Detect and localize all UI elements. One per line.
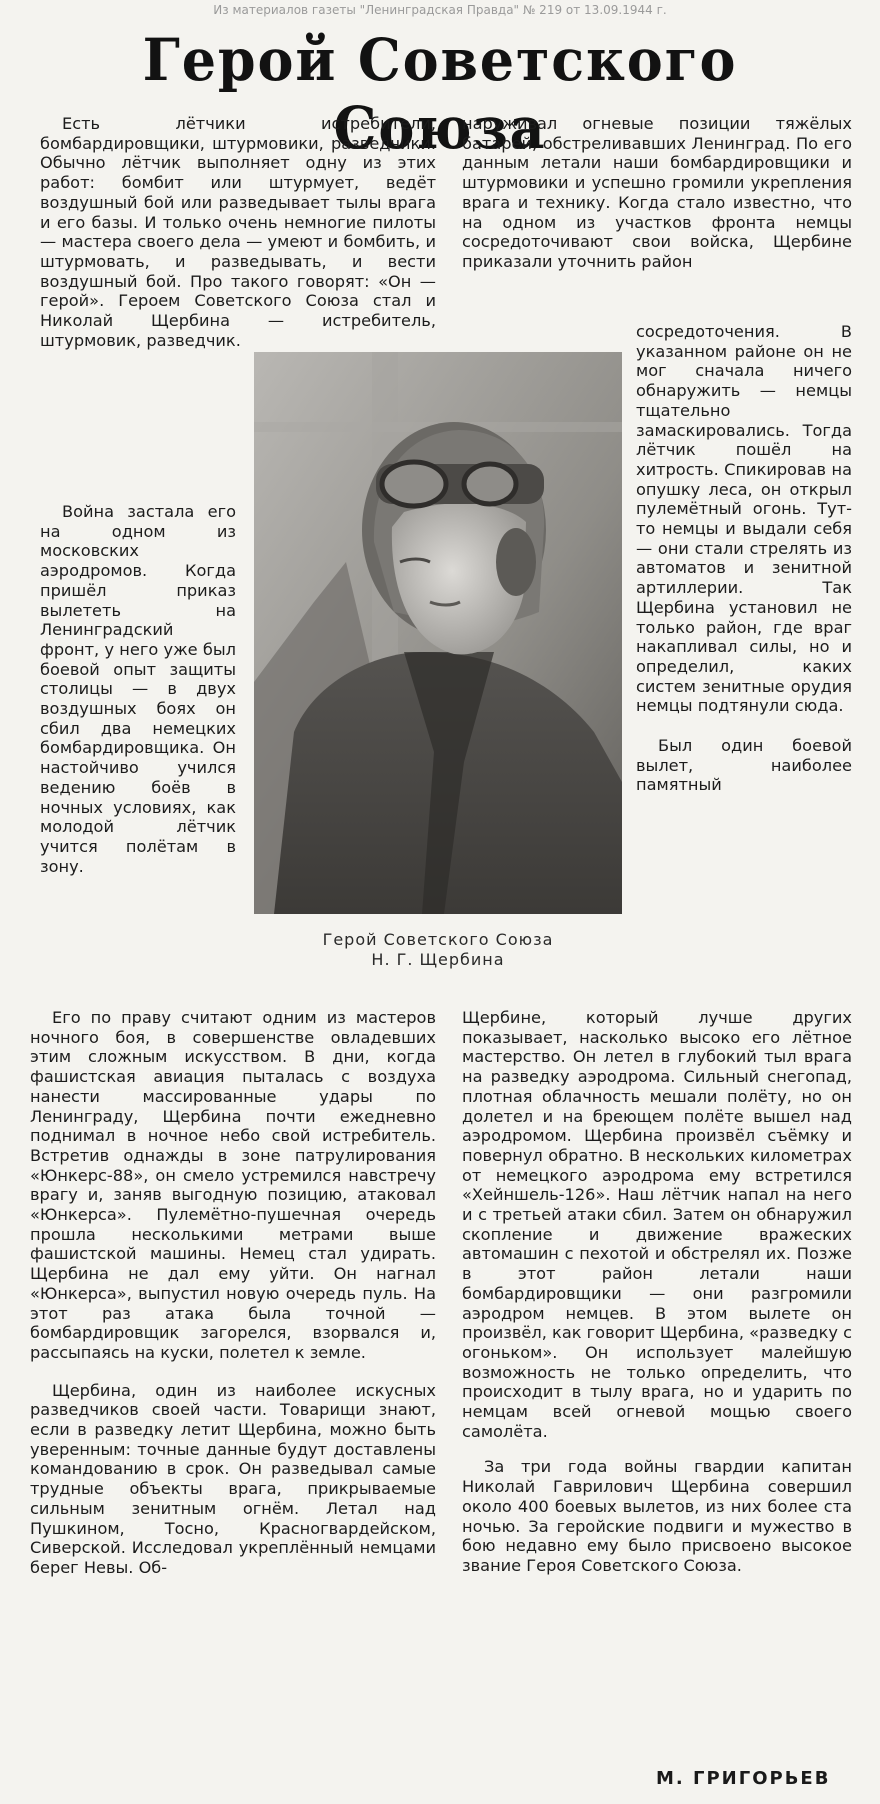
article-column-2-top [462,114,852,272]
headline: Герой Советского Союза [142,26,738,162]
pilot-portrait-image [254,352,622,914]
article-column-1-bottom [30,1008,436,1578]
photo-caption [254,930,622,970]
paragraph-airfield-raid: Щербине, который лучше других показывает, насколько высоко его лётное мастерство. Он летел в глубокий тыл врага на разведку аэродрома. Сильный снегопад, плотная облачность мешали полёту, но он долетел и на бреющем полёте вышел над аэродромом. Щербина произвёл съёмку и повернул обратно. В нескольких километрах от немецкого аэродрома ему встретился «Хейншель-126». Наш лётчик напал на него и с третьей атаки сбил. Затем он обнаружил скопление и движение вражеских автомашин с пехотой и обстрелял их. Позже в этот район летали наши бомбардировщики — они разгромили аэродром немцев. В этом вылете он произвёл, как говорит Щербина, «разведку с огоньком». Он использует малейшую возможность не только определить, что происходит в тылу врага, но и ударить по немцам всей огневой мощью своего самолёта. [462,1008,852,1441]
paragraph-war-start: Война застала его на одном из московских аэродромов. Когда пришёл приказ вылететь на Ленинградский фронт, у него уже был боевой опыт защиты столицы — в двух воздушных боях он сбил два немецких бомбардировщика. Он настойчиво учился ведению боёв в ночных условиях, как молодой лётчик учится полётам в зону. [40,502,236,876]
article-column-1-narrow [40,502,236,876]
paragraph-memorable: Был один боевой вылет, наиболее памятный [636,736,852,795]
author-signature: М. ГРИГОРЬЕВ [656,1768,831,1789]
article-column-1-top [40,114,436,350]
paragraph-night-fight: Его по праву считают одним из мастеров ночного боя, в совершенстве овладевших этим сложным искусством. В дни, когда фашистская авиация пыталась с воздуха нанести массированные удары по Ленинграду, Щербина почти ежедневно поднимал в ночное небо свой истребитель. Встретив однажды в зоне патрулирования «Юнкерс-88», он смело устремился навстречу врагу и, заняв выгодную позицию, атаковал «Юнкерса». Пулемётно-пушечная очередь прошла несколькими метрами выше фашистской машины. Немец стал удирать. Щербина не дал ему уйти. Он нагнал «Юнкерса», выпустил новую очередь пуль. На этот раз атака была точной — бомбардировщик загорелся, взорвался и, рассыпаясь на куски, полетел к земле. [30,1008,436,1362]
article-column-2-bottom [462,1008,852,1576]
photo-caption-line-2: Н. Г. Щербина [371,950,505,969]
photo-caption-line-1: Герой Советского Союза [322,930,554,949]
paragraph-reconnaissance: Щербина, один из наиболее искусных разведчиков своей части. Товарищи знают, если в разведку летит Щербина, можно быть уверенным: точные данные будут доставлены командованию в срок. Он разведывал самые трудные объекты врага, прикрываемые сильным зенитным огнём. Летал над Пушкином, Тосно, Красногвардейском, Сиверской. Исследовал укреплённый немцами берег Невы. Об- [30,1380,436,1577]
paragraph-concentration: сосредоточения. В указанном районе он не мог сначала ничего обнаружить — немцы тщательно замаскировались. Тогда лётчик пошёл на хитрость. Спикировав на опушку леса, он открыл пулемётный огонь. Тут-то немцы и выдали себя — они стали стрелять из автоматов и зенитной артиллерии. Так Щербина установил не только район, где враг накапливал силы, но и определил, каких систем зенитные орудия немцы подтянули сюда. [636,322,852,716]
paragraph-award: За три года войны гвардии капитан Николай Гаврилович Щербина совершил около 400 боевых вылетов, из них более ста ночью. За геройские подвиги и мужество в бою недавно ему было присвоено высокое звание Героя Советского Союза. [462,1457,852,1575]
article-column-2-narrow [636,322,852,795]
paragraph-intro: Есть лётчики истребители, бомбардировщики, штурмовики, разведчики. Обычно лётчик выполняет одну из этих работ: бомбит или штурмует, ведёт воздушный бой или разведывает тылы врага и его базы. И только очень немногие пилоты — мастера своего дела — умеют и бомбить, и штурмовать, и разведывать, и вести воздушный бой. Про такого говорят: «Он — герой». Героем Советского Союза стал и Николай Щербина — истребитель, штурмовик, разведчик. [40,114,436,350]
paragraph-artillery: наруживал огневые позиции тяжёлых батарей, обстреливавших Ленинград. По его данным летали наши бомбардировщики и штурмовики и успешно громили укрепления врага и технику. Когда стало известно, что на одном из участков фронта немцы сосредоточивают свои войска, Щербине приказали уточнить район [462,114,852,271]
source-line: Из материалов газеты "Ленинградская Правда" № 219 от 13.09.1944 г. [213,3,667,17]
portrait-photo [254,352,622,914]
